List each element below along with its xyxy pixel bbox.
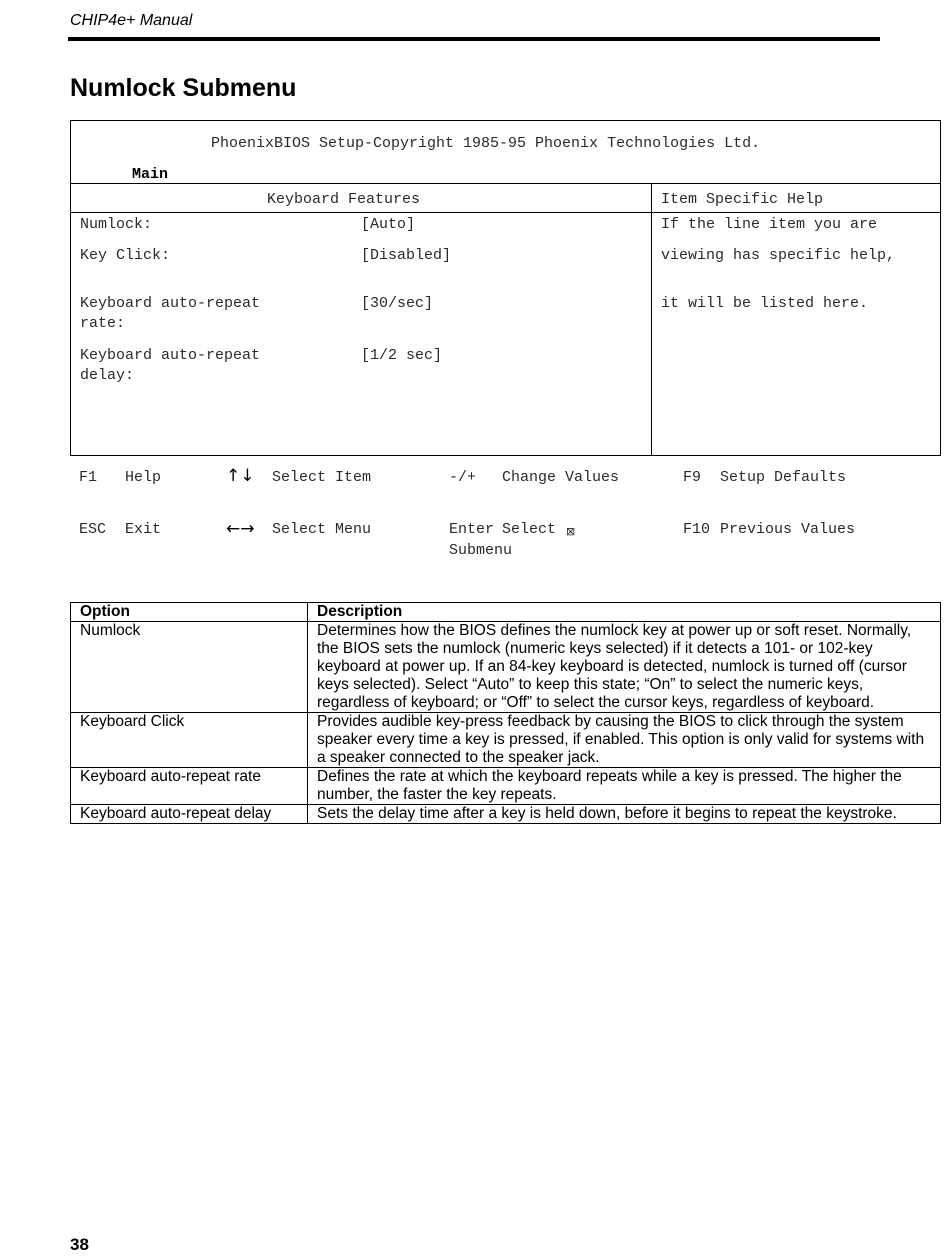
table-row (71, 713, 941, 768)
numlock-value[interactable]: [Auto] (361, 216, 416, 233)
key-minus-plus: -/+ (449, 469, 477, 486)
key-minus-plus-label: Change Values (502, 469, 620, 486)
table-row (71, 805, 941, 824)
key-esc: ESC (79, 521, 107, 538)
bios-settings-panel (71, 184, 652, 455)
bios-help-panel (652, 184, 940, 455)
table-row (71, 622, 941, 713)
header-description: Description (308, 603, 941, 622)
submenu-box-icon: ⊠ (566, 525, 576, 538)
options-table (70, 602, 941, 824)
key-esc-label: Exit (125, 521, 162, 538)
table-header-row (71, 603, 941, 622)
option-cell: Keyboard auto-repeat delay (71, 805, 308, 824)
repeat-delay-label: Keyboard auto-repeat delay: (80, 347, 261, 384)
key-f1-label: Help (125, 469, 162, 486)
key-enter-label-submenu: Submenu (449, 542, 513, 559)
bios-screen (70, 120, 941, 456)
key-f10-label: Previous Values (720, 521, 856, 538)
page-number: 38 (70, 1235, 89, 1254)
key-f9: F9 (683, 469, 702, 486)
key-click-value[interactable]: [Disabled] (361, 247, 452, 264)
bios-settings-heading-row (71, 184, 651, 213)
bios-menu-main[interactable]: Main (132, 166, 169, 183)
bios-copyright: PhoenixBIOS Setup-Copyright 1985-95 Phoenix Technologies Ltd. (211, 135, 761, 152)
key-leftright-label: Select Menu (272, 521, 372, 538)
key-updown-label: Select Item (272, 469, 372, 486)
option-cell: Numlock (71, 622, 308, 713)
help-line: If the line item you are (661, 216, 878, 233)
description-cell: Provides audible key-press feedback by causing the BIOS to click through the system speaker every time a key is pressed, if enabled. This option is only valid for systems with a speaker connected to the speaker jack. (308, 713, 941, 768)
key-enter: Enter (449, 521, 495, 538)
section-title: Numlock Submenu (70, 74, 297, 102)
bios-settings-heading: Keyboard Features (267, 191, 421, 208)
table-row (71, 768, 941, 805)
running-header: CHIP4e+ Manual (70, 12, 193, 29)
help-line: viewing has specific help, (661, 247, 896, 264)
description-cell: Defines the rate at which the keyboard repeats while a key is pressed. The higher the number, the faster the key repeats. (308, 768, 941, 805)
option-cell: Keyboard Click (71, 713, 308, 768)
bios-help-heading-row (652, 184, 940, 213)
option-cell: Keyboard auto-repeat rate (71, 768, 308, 805)
bios-help-heading: Item Specific Help (661, 191, 824, 208)
bios-title-bar (71, 121, 940, 184)
repeat-rate-value[interactable]: [30/sec] (361, 295, 434, 312)
key-f9-label: Setup Defaults (720, 469, 847, 486)
header-option: Option (71, 603, 308, 622)
help-line: it will be listed here. (661, 295, 869, 312)
key-enter-label: Select (502, 521, 557, 538)
up-down-arrows-icon: ↑↓ (226, 466, 255, 486)
key-click-label: Key Click: (80, 247, 171, 264)
key-f10: F10 (683, 521, 711, 538)
left-right-arrows-icon: ←→ (226, 519, 255, 539)
repeat-delay-value[interactable]: [1/2 sec] (361, 347, 443, 364)
numlock-label: Numlock: (80, 216, 153, 233)
description-cell: Determines how the BIOS defines the numlock key at power up or soft reset. Normally, the BIOS sets the numlock (numeric keys selected) if it detects a 101- or 102-key keyboard at power up. If an 84-key keyboard is detected, numlock is turned off (cursor keys selected). Select “Auto” to keep this state; “On” to select the numeric keys, regardless of keyboard; or “Off” to select the cursor keys, regardless of keyboard. (308, 622, 941, 713)
bios-key-legend (70, 466, 940, 566)
repeat-rate-label: Keyboard auto-repeat rate: (80, 295, 261, 332)
header-rule (68, 37, 880, 41)
key-f1: F1 (79, 469, 98, 486)
description-cell: Sets the delay time after a key is held down, before it begins to repeat the keystroke. (308, 805, 941, 824)
